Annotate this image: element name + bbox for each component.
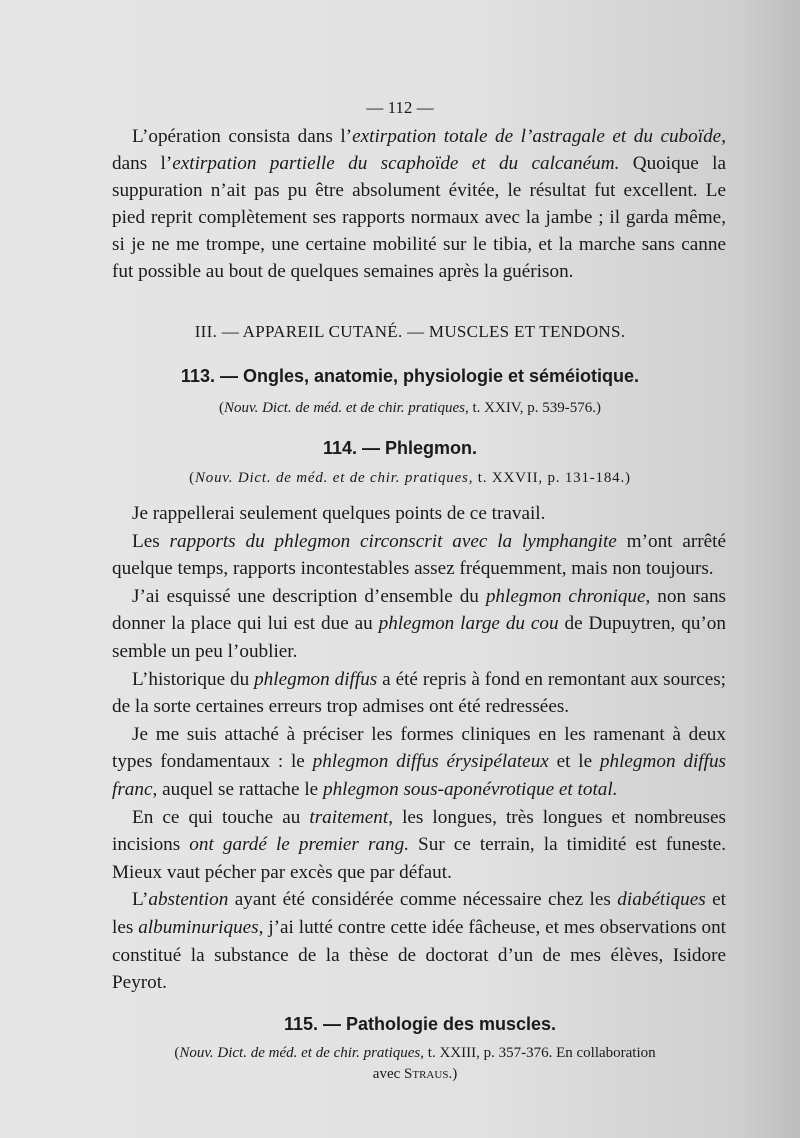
italic-run: phlegmon sous-aponévrotique et total. (322, 778, 618, 800)
paragraph (112, 804, 726, 887)
text-run: J’ai esquissé une description d’ensemble du (132, 585, 486, 607)
paragraph (112, 886, 726, 996)
ref-line (30, 1043, 800, 1064)
italic-run: albuminuriques (138, 916, 259, 938)
text-run: et le (548, 751, 600, 773)
ref-details: avec (372, 1066, 405, 1082)
article-114-body (112, 500, 726, 997)
text-run: et les (112, 889, 726, 938)
text-run: Sur ce terrain, la timidité est funeste. Mieux vaut pécher par excès que par défaut. (112, 834, 726, 883)
italic-run: phlegmon chronique (485, 585, 646, 607)
paragraph: Je rappellerai seulement quelques points de ce travail. (132, 503, 546, 524)
ref-paren: ( (189, 470, 195, 486)
text-run: , auquel se rattache le (152, 778, 323, 800)
article-115-reference (0, 1043, 800, 1085)
intro-paragraph (112, 124, 726, 285)
text-run: , non sans donner la place qui lui est due au (112, 585, 727, 635)
italic-run: rapports du phlegmon circonscrit avec la lymphangite (169, 530, 617, 552)
ref-details: , t. XXIII, p. 357-376. En collaboration (420, 1045, 656, 1061)
text-run: , dans l’ (112, 126, 726, 174)
ref-journal: Nouv. Dict. de méd. et de chir. pratiques (224, 400, 465, 416)
section-heading: III. — APPAREIL CUTANÉ. — MUSCLES ET TENDONS. (194, 322, 626, 341)
text-run: , j’ai lutté contre cette idée fâcheuse, et mes observations ont constitué la substance de la thèse de doctorat d’un de mes élèves, Isidore Peyrot. (112, 916, 726, 994)
italic-run: ont gardé le premier rang. (189, 834, 409, 856)
italic-run: extirpation totale de l’astragale et du cuboïde (352, 126, 722, 147)
paragraph (112, 666, 726, 721)
text-run: En ce qui touche au (132, 806, 310, 828)
paragraph (112, 583, 726, 666)
article-114-reference (0, 468, 800, 489)
ref-details: .) (448, 1066, 458, 1082)
article-113-title: 113. — Ongles, anatomie, physiologie et séméiotique. (180, 366, 640, 386)
italic-run: abstention (148, 889, 229, 911)
ref-paren: ( (174, 1045, 180, 1061)
text-run: Quoique la suppuration n’ait pas pu être absolument évitée, le résultat fut excellent. Le pied reprit complètement ses rapports normaux avec la jambe ; il garda même, si je ne me trompe, une certaine mobilité sur le tibia, et la marche sans canne fut possible au bout de quelques semaines après la guérison. (112, 152, 726, 282)
ref-journal: Nouv. Dict. de méd. et de chir. pratiques (179, 1045, 421, 1061)
text-run: Les (132, 530, 170, 552)
text-run: m’ont arrêté quelque temps, rapports incontestables assez fréquemment, mais non toujours. (112, 530, 726, 580)
text-run: , les longues, très longues et nombreuses incisions (112, 806, 727, 856)
italic-run: traitement (309, 806, 389, 828)
paragraph (112, 528, 726, 583)
article-115-title: 115. — Pathologie des muscles. (283, 1014, 557, 1034)
article-114-title: 114. — Phlegmon. (322, 438, 478, 458)
ref-details: , t. XXVII, p. 131-184.) (468, 470, 631, 486)
text-run: Je me suis attaché à préciser les formes cliniques en les ramenant à deux types fondamentaux : le (112, 723, 726, 773)
text-run: L’opération consista dans l’ (132, 126, 353, 147)
italic-run: phlegmon diffus érysipélateux (312, 751, 549, 773)
italic-run: extirpation partielle du scaphoïde et du calcanéum. (172, 152, 620, 174)
italic-run: phlegmon large du cou (378, 613, 559, 635)
italic-run: phlegmon diffus (254, 668, 378, 690)
text-run: L’historique du (132, 668, 255, 690)
article-113-reference (0, 398, 800, 419)
ref-details: , t. XXIV, p. 539-576.) (464, 400, 601, 416)
ref-line (30, 1064, 800, 1085)
paragraph (112, 721, 726, 804)
intro-paragraph-block (112, 124, 726, 285)
text-run: de Dupuytren, qu’on semble un peu l’oublier. (112, 613, 726, 662)
ref-paren: ( (219, 400, 225, 416)
text-run: a été repris à fond en remontant aux sources; de la sorte certaines erreurs trop admises ont été redressées. (112, 668, 727, 718)
text-run: ayant été considérée comme nécessaire chez les (228, 889, 618, 911)
italic-run: phlegmon diffus franc (112, 751, 727, 800)
page-number: — 112 — (366, 98, 434, 117)
italic-run: diabétiques (617, 889, 706, 911)
text-run: L’ (132, 889, 149, 911)
ref-journal: Nouv. Dict. de méd. et de chir. pratiques (194, 470, 469, 486)
ref-author: Straus (404, 1066, 449, 1082)
